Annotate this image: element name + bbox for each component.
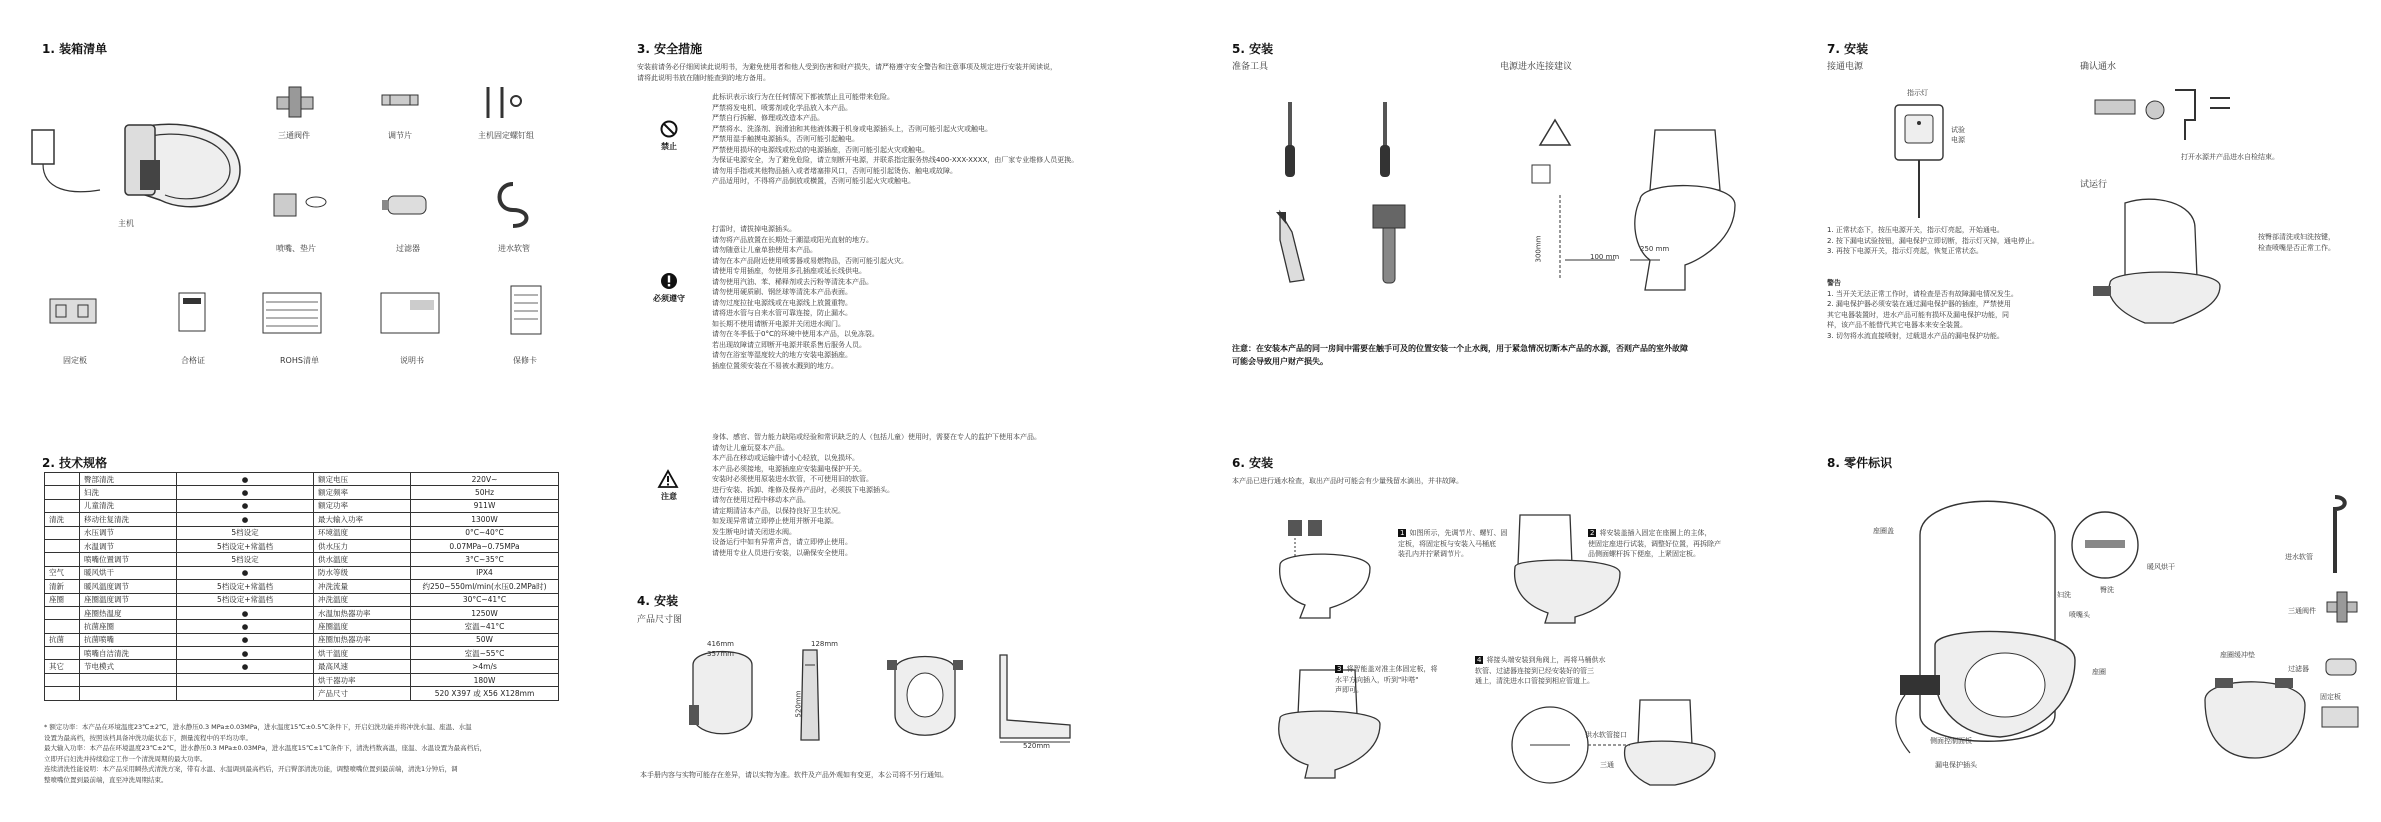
spec-value-cell <box>177 673 314 686</box>
mandatory-line: 若出现故障请立即断开电源并联系售后服务人员。 <box>712 340 866 349</box>
packing-item-rohs-list: ROHS清单 <box>280 356 319 365</box>
caution-line: 安装时必须使用原装进水软管，不可使用旧的软管。 <box>712 475 873 483</box>
adjuster-plate-icon <box>380 92 420 108</box>
spec-row <box>45 647 559 660</box>
step-number: 1 <box>1400 529 1405 537</box>
spec-name-cell: 冲洗温度 <box>314 593 411 606</box>
prohibit-line: 严禁将水、洗涤剂、润滑油和其他液体溅于机身或电源插头上，否则可能引起火灾或触电。 <box>712 124 992 133</box>
footnote-line: 立即开启妇洗并持续稳定工作一个清洗周期的最大功率。 <box>44 754 207 763</box>
install-note <box>1232 342 1688 368</box>
spec-group-cell <box>45 647 80 660</box>
mandatory-line: 请勿将产品放置在长期处于潮湿或阳光直射的地方。 <box>712 235 873 244</box>
spec-name-cell: 座圈温度 <box>314 620 411 633</box>
caution-line: 本产品在移动或运输中请小心轻放，以免损坏。 <box>712 454 859 462</box>
footnote-line: 设置为最高档，按照该档具备冲洗功能状态下，测量流程中的平均功率。 <box>44 733 252 742</box>
spec-name-cell: 水压调节 <box>80 526 177 539</box>
spec-name-cell: 妇洗 <box>80 486 177 499</box>
spec-row <box>45 526 559 539</box>
warn-line: 样，该产品不能替代其它电器本来安全装置。 <box>1827 321 1967 329</box>
mandatory-line: 请使用专用插座，勿使用多孔插座或延长线供电。 <box>712 267 866 275</box>
mandatory-line: 打雷时，请拔掉电源插头。 <box>712 225 796 233</box>
spec-row <box>45 606 559 619</box>
caution-line: 请勿让儿童玩耍本产品。 <box>712 443 789 452</box>
footnote-line: 整喷嘴位置到最前端，直至冲洗周期结束。 <box>44 775 168 784</box>
packing-item-inlet-hose: 进水软管 <box>498 244 530 253</box>
spec-name-cell: 额定频率 <box>314 486 411 499</box>
spec-name-cell: 烘干温度 <box>314 647 411 660</box>
specs-footnotes <box>44 722 486 785</box>
spec-value-cell: 180W <box>411 673 559 686</box>
spec-name-cell: 水温调节 <box>80 539 177 552</box>
safety-intro <box>637 62 1057 83</box>
power-step-line: 1. 正常状态下，按压电源开关，指示灯亮起，开始通电。 <box>1827 226 2004 234</box>
spec-name-cell: 喷嘴自洁清洗 <box>80 647 177 660</box>
prohibit-line: 严禁将发电机、喷雾剂或化学品放入本产品。 <box>712 103 852 112</box>
spec-row <box>45 633 559 646</box>
spec-name-cell: 最大输入功率 <box>314 513 411 526</box>
specs-title: 2. 技术规格 <box>42 456 108 470</box>
caution-label: 注意 <box>661 492 677 501</box>
dim-label: 300mm <box>1534 235 1543 263</box>
mandatory-line: 请勿在浴室等湿度较大的地方安装电源插座。 <box>712 351 852 359</box>
spec-value-cell: 30°C~41°C <box>411 593 559 606</box>
install-tools-title: 5. 安装 <box>1232 42 1274 56</box>
spec-value-cell: ● <box>177 606 314 619</box>
spec-value-cell: ● <box>177 499 314 512</box>
spec-value-cell: 50Hz <box>411 486 559 499</box>
caution-line: 如发现异常请立即停止使用并断开电源。 <box>712 517 838 525</box>
packing-item-adjuster-plate: 调节片 <box>388 131 412 140</box>
step-line: 软管、过滤器连接到已经安装好的管三 <box>1475 666 1594 675</box>
spec-row <box>45 499 559 512</box>
socket-label: 试验 <box>1951 126 1965 134</box>
dim-label: 520mm <box>1023 742 1050 750</box>
prohibit-line: 严禁用湿手触摸电源插头，否则可能引起触电。 <box>712 135 859 143</box>
parts-seat-illustration <box>1880 495 2095 755</box>
spec-group-cell <box>45 553 80 566</box>
step-line: 声即可。 <box>1335 686 1363 694</box>
safety-intro-line: 安装前请务必仔细阅读此说明书，为避免使用者和他人受到伤害和财产损失，请严格遵守安全警告和注意事项及规定进行安装并阅读说， <box>637 63 1057 71</box>
spec-name-cell: 移动往复清洗 <box>80 513 177 526</box>
step2-illustration <box>1510 505 1640 625</box>
step-line: 通上，清洗进水口管接到相应管道上。 <box>1475 677 1594 685</box>
phillips-screwdriver-icon <box>1375 100 1395 180</box>
step1-text <box>1398 528 1507 560</box>
install-dim-footer: 本手册内容与实物可能存在差异，请以实物为准。软件及产品外观如有变更，本公司将不另行通知。 <box>640 771 948 779</box>
step-line: 品侧面螺杆拆下便座，上紧固定板。 <box>1588 550 1700 558</box>
caution-line: 身体、感官、智力能力缺陷或经验和常识缺乏的人（包括儿童）使用时，需要在专人的监护下使用本产品。 <box>712 433 1041 441</box>
spec-name-cell: 抗菌喷嘴 <box>80 633 177 646</box>
spec-group-cell: 座圈 <box>45 593 80 606</box>
utility-knife-icon <box>1272 210 1312 285</box>
caution-line: 请定期清洁本产品，以保持良好卫生状况。 <box>712 506 845 515</box>
dim-label: 520mm <box>794 690 803 718</box>
prohibit-line: 请勿用手指或其他物品插入或者堵塞排风口，否则可能引起烫伤、触电或故障。 <box>712 166 957 175</box>
mandatory-line: 插座位置须安装在不易被水溅到的地方。 <box>712 361 838 370</box>
warn-line: 2. 漏电保护器必须安装在通过漏电保护器的插座，严禁使用 <box>1827 300 2011 308</box>
spec-group-cell <box>45 620 80 633</box>
trial-title: 试运行 <box>2080 180 2108 190</box>
mandatory-label: 必须遵守 <box>653 294 685 303</box>
spec-value-cell: 室温~41°C <box>411 620 559 633</box>
spec-name-cell: 供水温度 <box>314 553 411 566</box>
wrench-icon <box>1365 200 1415 285</box>
spec-row <box>45 539 559 552</box>
spec-group-cell: 清新 <box>45 580 80 593</box>
step-number: 2 <box>1590 529 1595 537</box>
dim-label: 416mm <box>707 640 734 648</box>
fixing-plate-icon <box>48 297 98 325</box>
part-label: 座圈 <box>2092 668 2106 676</box>
spec-row <box>45 566 559 579</box>
spec-name-cell <box>80 687 177 700</box>
product-bottom-view <box>885 650 965 745</box>
manual-icon <box>380 292 440 334</box>
spec-value-cell: 0.07MPa~0.75MPa <box>411 539 559 552</box>
safety-title: 3. 安全措施 <box>637 42 703 56</box>
footnote-line: 最大输入功率：本产品在环境温度23℃±2℃，进水静压0.3 MPa±0.03MPa，进水温度15℃±1℃条件下，清洗档数高温，座温、水温设置为最高档后， <box>44 744 487 752</box>
spec-name-cell: 额定电压 <box>314 473 411 486</box>
prohibit-icon <box>660 120 678 138</box>
spec-row <box>45 673 559 686</box>
power-steps <box>1827 225 2039 257</box>
spec-group-cell: 清洗 <box>45 513 80 526</box>
footnote-line: 连续清洗性能说明：本产品采用瞬热式清洗方案，带有水温、水温调到最高档后，开启臀部清洗功能，调整喷嘴位置到最前端，清洗1分钟后，调 <box>44 765 458 773</box>
seat-underside-illustration <box>2195 670 2315 760</box>
spec-group-cell: 其它 <box>45 660 80 673</box>
power-label: 电源进水连接建议 <box>1500 62 1573 72</box>
step4-label: 三通 <box>1600 761 1614 769</box>
column-packing-specs <box>0 0 595 822</box>
step-line: 装孔内并拧紧调节片。 <box>1398 550 1468 558</box>
trial-line: 按臀部清洗或妇洗按键， <box>2258 233 2335 241</box>
step-line: 水平方向插入，听到"咔嗒" <box>1335 675 1419 684</box>
rohs-list-icon <box>262 292 322 334</box>
step-line: 使固定座进行试装，调整好位置，再拆除产 <box>1588 539 1721 548</box>
power-sub1: 接通电源 <box>1827 62 1864 72</box>
spec-group-cell: 空气 <box>45 566 80 579</box>
packing-title: 1. 装箱清单 <box>42 42 108 56</box>
spec-value-cell: 520 X397 或 X56 X128mm <box>411 687 559 700</box>
safety-intro-line: 请将此说明书放在随时能查到的地方备用。 <box>637 73 770 82</box>
spec-group-cell: 抗菌 <box>45 633 80 646</box>
packing-item-filter: 过滤器 <box>396 244 420 253</box>
prohibit-line: 严禁自行拆解、修理或改造本产品。 <box>712 114 824 122</box>
part-label: 妇洗 <box>2057 591 2071 599</box>
main-unit-illustration <box>30 110 250 220</box>
tee-part-icon <box>2325 590 2359 624</box>
screw-set-icon <box>482 85 522 120</box>
spec-group-cell <box>45 473 80 486</box>
warn-line: 3. 切勿将水流直接喷射，过载退水产品的漏电保护功能。 <box>1827 331 2004 340</box>
mandatory-line: 请勿使用硬质刷、钢丝球等清洗本产品表面。 <box>712 288 852 296</box>
caution-line: 发生断电时请关闭进水阀。 <box>712 527 796 536</box>
dim-label: 100 mm <box>1590 253 1620 261</box>
nozzle-detail-circle <box>2070 510 2140 580</box>
mandatory-icon <box>660 272 678 290</box>
spec-row <box>45 553 559 566</box>
power-warning <box>1827 278 2018 341</box>
step-number: 4 <box>1477 656 1482 664</box>
trial-text <box>2258 232 2335 253</box>
part-label: 固定板 <box>2320 693 2341 701</box>
spec-row <box>45 687 559 700</box>
trial-run-illustration <box>2085 198 2235 333</box>
spec-name-cell: 暖风温度调节 <box>80 580 177 593</box>
install-steps-title: 6. 安装 <box>1232 456 1274 470</box>
socket-label: 电源 <box>1951 136 1965 144</box>
fixing-plate-part-icon <box>2320 705 2360 729</box>
packing-item-fixing-plate: 固定板 <box>63 356 87 365</box>
spec-name-cell: 烘干器功率 <box>314 673 411 686</box>
water-text: 打开水源并产品进水自检结束。 <box>2181 153 2279 161</box>
spec-group-cell <box>45 486 80 499</box>
part-label: 侧面控制面板 <box>1930 737 1972 745</box>
mandatory-lines <box>712 224 908 371</box>
step-line: 定板，将固定板与安装入马桶底 <box>1398 539 1496 548</box>
dim-label: 250 mm <box>1640 245 1670 253</box>
power-step-line: 2. 按下漏电试验按钮，漏电保护立即切断，指示灯灭掉，通电停止。 <box>1827 236 2039 245</box>
spec-value-cell: 3°C~35°C <box>411 553 559 566</box>
part-label: 漏电保护插头 <box>1935 761 1977 769</box>
packing-item-screw-set: 主机固定螺钉组 <box>478 131 534 140</box>
spec-value-cell: 5档设定+常温档 <box>177 580 314 593</box>
part-label: 过滤器 <box>2288 665 2309 673</box>
part-label: 座圈缓冲垫 <box>2220 651 2255 659</box>
part-label: 臀洗 <box>2100 586 2114 594</box>
packing-item-certificate: 合格证 <box>181 356 205 365</box>
packing-item-nozzle-pad: 喷嘴、垫片 <box>276 244 316 253</box>
filter-part-icon <box>2320 655 2360 679</box>
footnote-line: * 额定功率：本产品在环境温度23℃±2℃，进水静压0.3 MPa±0.03MPa，进水温度15℃±0.5℃条件下，开启妇洗功能并将冲洗水温、座温、水温 <box>44 723 472 731</box>
spec-group-cell <box>45 606 80 619</box>
spec-value-cell: 911W <box>411 499 559 512</box>
spec-value-cell: 室温~55°C <box>411 647 559 660</box>
spec-name-cell: 臀部清洗 <box>80 473 177 486</box>
caution-line: 设备运行中如有异常声音，请立即停止使用。 <box>712 538 852 546</box>
step3-text <box>1335 664 1437 696</box>
nozzle-pad-icon <box>270 190 330 220</box>
prohibit-lines <box>712 92 1078 187</box>
spec-value-cell: 5档设定 <box>177 526 314 539</box>
spec-name-cell: 供水压力 <box>314 539 411 552</box>
spec-name-cell: 座圈温度调节 <box>80 593 177 606</box>
spec-value-cell: 约250~550ml/min(水压0.2MPa时) <box>411 580 559 593</box>
spec-value-cell: ● <box>177 647 314 660</box>
spec-group-cell <box>45 539 80 552</box>
spec-value-cell: 50W <box>411 633 559 646</box>
install-dim-subtitle: 产品尺寸图 <box>637 615 683 625</box>
socket-label: 指示灯 <box>1907 89 1928 97</box>
spec-value-cell: >4m/s <box>411 660 559 673</box>
mandatory-line: 请勿在冬季低于0°C的环境中使用本产品，以免冻裂。 <box>712 330 879 338</box>
column-power-parts <box>1785 0 2381 822</box>
caution-line: 进行安装、拆卸、维修及保养产品时，必须拔下电源插头。 <box>712 485 894 494</box>
mandatory-line: 请将进水管与自来水管可靠连接，防止漏水。 <box>712 309 852 317</box>
inlet-hose-icon <box>493 180 533 230</box>
spec-value-cell: ● <box>177 473 314 486</box>
step-line: 将安装盖插入固定在座圈上的主体， <box>1599 529 1712 537</box>
flat-screwdriver-icon <box>1280 100 1300 180</box>
tools-label: 准备工具 <box>1232 62 1269 72</box>
column-safety <box>595 0 1190 822</box>
power-step-line: 3. 再按下电源开关，指示灯亮起，恢复正常状态。 <box>1827 247 1983 255</box>
spec-row <box>45 660 559 673</box>
filter-icon <box>382 190 432 220</box>
spec-group-cell <box>45 499 80 512</box>
warn-line: 1. 当开关无法正常工作时，请检查是否有故障漏电情况发生。 <box>1827 289 2018 298</box>
dim-label: 357mm <box>707 650 734 658</box>
spec-value-cell: ● <box>177 566 314 579</box>
packing-item-warranty-card: 保修卡 <box>513 356 537 365</box>
install-dim-title: 4. 安装 <box>637 594 679 608</box>
spec-name-cell: 环境温度 <box>314 526 411 539</box>
caution-line: 请勿在使用过程中移动本产品。 <box>712 496 810 504</box>
step2-text <box>1588 528 1721 560</box>
caution-line: 请使用专业人员进行安装，以确保安全使用。 <box>712 548 852 557</box>
step-number: 3 <box>1337 665 1342 673</box>
certificate-icon <box>178 292 206 332</box>
prohibit-line: 产品适用时，不得将产品倒放或横置，否则可能引起火灾或触电。 <box>712 177 915 185</box>
spec-value-cell: 1250W <box>411 606 559 619</box>
spec-value-cell: 0°C~40°C <box>411 526 559 539</box>
spec-name-cell: 座圈热温度 <box>80 606 177 619</box>
mandatory-line: 请勿使用汽油、苯、稀释剂或去污粉等清洗本产品。 <box>712 277 873 286</box>
dim-label: 128mm <box>811 640 838 648</box>
packing-item-manual: 说明书 <box>400 356 424 365</box>
power-title: 7. 安装 <box>1827 42 1869 56</box>
part-label: 座圈盖 <box>1873 527 1894 535</box>
spec-name-cell: 儿童清洗 <box>80 499 177 512</box>
spec-value-cell: ● <box>177 633 314 646</box>
spec-value-cell: 5档设定 <box>177 553 314 566</box>
caution-line: 本产品必须接地，电源插座应安装漏电保护开关。 <box>712 464 866 473</box>
spec-value-cell: IPX4 <box>411 566 559 579</box>
product-profile-view <box>995 650 1075 745</box>
step4-text <box>1475 655 1605 687</box>
spec-name-cell <box>80 673 177 686</box>
caution-icon <box>658 470 678 488</box>
tee-valve-icon <box>275 85 315 120</box>
spec-name-cell: 抗菌座圈 <box>80 620 177 633</box>
spec-row <box>45 473 559 486</box>
prohibit-line: 为保证电源安全，为了避免危险，请立刻断开电源，并联系指定服务热线400-XXX-XXXX，由厂家专业维修人员更换。 <box>712 156 1079 164</box>
spec-name-cell: 喷嘴位置调节 <box>80 553 177 566</box>
hose-part-icon <box>2320 495 2350 575</box>
install-steps-intro: 本产品已进行通水检查，取出产品时可能会有少量残留水滴出，并非故障。 <box>1232 477 1463 485</box>
spec-name-cell: 暖风烘干 <box>80 566 177 579</box>
prohibit-line: 此标识表示该行为在任何情况下都被禁止且可能带来危险。 <box>712 93 894 101</box>
spec-group-cell <box>45 687 80 700</box>
spec-name-cell: 水温加热器功率 <box>314 606 411 619</box>
spec-name-cell: 冲洗流量 <box>314 580 411 593</box>
warranty-card-icon <box>510 285 542 335</box>
trial-line: 检查喷嘴是否正常工作。 <box>2258 243 2335 252</box>
spec-group-cell <box>45 673 80 686</box>
spec-value-cell: ● <box>177 660 314 673</box>
warn-line: 其它电器装置时，进水产品可能有损坏及漏电保护功能，同 <box>1827 310 2009 319</box>
product-top-view <box>685 645 760 745</box>
power-water-diagram <box>1520 110 1750 300</box>
spec-value-cell <box>177 687 314 700</box>
step1-illustration <box>1260 510 1390 620</box>
spec-value-cell: ● <box>177 513 314 526</box>
spec-value-cell: 220V~ <box>411 473 559 486</box>
step-line: 将接头端安装到角阀上，再将马桶供水 <box>1486 656 1606 664</box>
prohibit-label: 禁止 <box>661 142 677 151</box>
warn-title: 警告 <box>1827 279 1841 287</box>
part-label: 进水软管 <box>2285 553 2313 561</box>
spec-name-cell: 节电模式 <box>80 660 177 673</box>
packing-item-tee-valve: 三通阀件 <box>278 131 310 140</box>
spec-name-cell: 额定功率 <box>314 499 411 512</box>
leakage-socket-illustration <box>1890 90 1950 220</box>
part-label: 三通阀件 <box>2288 607 2316 615</box>
column-install <box>1190 0 1785 822</box>
spec-row <box>45 486 559 499</box>
spec-name-cell: 产品尺寸 <box>314 687 411 700</box>
spec-group-cell <box>45 526 80 539</box>
step-line: 将智能盖对准主体固定板，将 <box>1346 665 1438 673</box>
spec-row <box>45 620 559 633</box>
spec-value-cell: 5档设定+常温档 <box>177 593 314 606</box>
mandatory-line: 请勿过度拉扯电源线或在电源线上放置重物。 <box>712 298 852 307</box>
spec-row <box>45 580 559 593</box>
parts-title: 8. 零件标识 <box>1827 456 1893 470</box>
prohibit-line: 严禁使用损坏的电源线或松动的电源插座，否则可能引起火灾或触电。 <box>712 145 929 154</box>
spec-name-cell: 座圈加热器功率 <box>314 633 411 646</box>
specs-table <box>44 472 559 701</box>
mandatory-line: 请勿在本产品附近使用喷雾器或易燃物品，否则可能引起火灾。 <box>712 256 908 265</box>
spec-name-cell: 防水等级 <box>314 566 411 579</box>
part-label: 喷嘴头 <box>2069 611 2090 619</box>
mandatory-line: 如长期不使用请断开电源并关闭进水阀门。 <box>712 319 845 328</box>
step-line: 如图所示，先调节片、螺钉、固 <box>1409 529 1508 537</box>
power-sub2: 确认通水 <box>2080 62 2117 72</box>
caution-lines <box>712 432 1041 558</box>
step4-label: 供水软管接口 <box>1585 731 1627 739</box>
spec-name-cell: 最高风速 <box>314 660 411 673</box>
mandatory-line: 请勿随意让儿童单独使用本产品。 <box>712 246 817 254</box>
spec-value-cell: 1300W <box>411 513 559 526</box>
water-valve-illustration <box>2085 80 2235 155</box>
spec-value-cell: ● <box>177 620 314 633</box>
spec-row <box>45 593 559 606</box>
spec-row <box>45 513 559 526</box>
packing-item-main-unit: 主机 <box>118 219 134 228</box>
install-note-line: 注意：在安装本产品的同一房间中需要在触手可及的位置安装一个止水阀，用于紧急情况切断本产品的水源，否则产品的室外故障 <box>1232 344 1688 353</box>
install-note-line: 可能会导致用户财产损失。 <box>1232 357 1328 366</box>
spec-value-cell: 5档设定+常温档 <box>177 539 314 552</box>
part-label: 暖风烘干 <box>2147 563 2175 571</box>
spec-value-cell: ● <box>177 486 314 499</box>
